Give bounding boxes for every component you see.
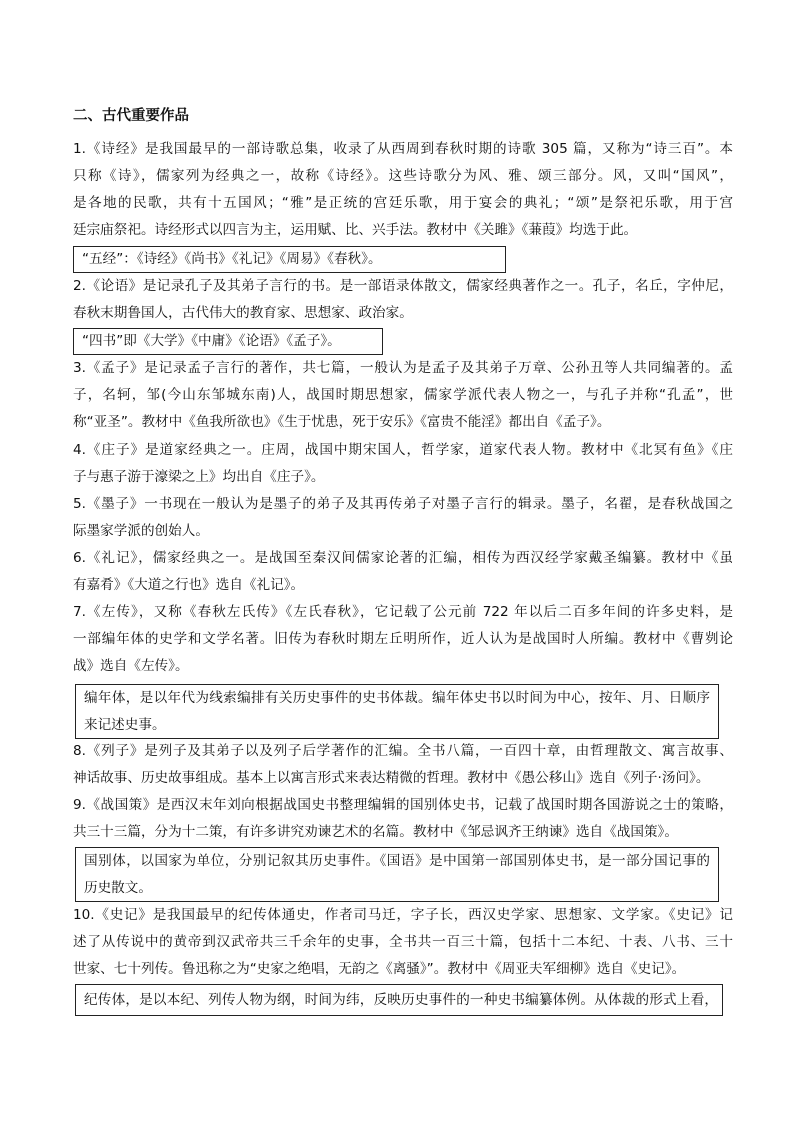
text-line: 1.《诗经》是我国最早的一部诗歌总集，收录了从西周到春秋时期的诗歌 305 篇，又称为“诗三百”。本 bbox=[73, 141, 733, 157]
note-box-jizhuanti bbox=[75, 984, 723, 1016]
text-line: 是各地的民歌，共有十五国风；“雅”是正统的宫廷乐歌，用于宴会的典礼；“颂”是祭祀乐歌，用于宫 bbox=[73, 195, 733, 211]
text-line: 战》选自《左传》。 bbox=[73, 658, 189, 674]
text-line: 称“亚圣”。教材中《鱼我所欲也》《生于忧患，死于安乐》《富贵不能淫》都出自《孟子》。 bbox=[73, 414, 611, 430]
text-line: 述了从传说中的黄帝到汉武帝共三千余年的史事，全书共一百三十篇，包括十二本纪、十表、八书、三十 bbox=[73, 934, 733, 950]
text-line: 神话故事、历史故事组成。基本上以寓言形式来表达精微的哲理。教材中《愚公移山》选自《列子·汤问》。 bbox=[73, 770, 710, 786]
section-heading: 二、古代重要作品 bbox=[73, 108, 189, 124]
note-box-wujing bbox=[73, 246, 506, 273]
note-line: 来记述史事。 bbox=[84, 717, 166, 733]
note-line: “五经”：《诗经》《尚书》《礼记》《周易》《春秋》。 bbox=[82, 251, 382, 267]
note-line: 纪传体，是以本纪、列传人物为纲，时间为纬，反映历史事件的一种史书编纂体例。从体裁的形式上看， bbox=[84, 992, 718, 1008]
note-box-guobieti bbox=[75, 847, 719, 902]
item-liezi bbox=[73, 738, 733, 792]
note-line: 历史散文。 bbox=[84, 880, 152, 896]
text-line: 4.《庄子》是道家经典之一。庄周，战国中期宋国人，哲学家，道家代表人物。教材中《北冥有鱼》《庄 bbox=[73, 442, 733, 458]
item-zhuangzi bbox=[73, 437, 733, 491]
text-line: 一部编年体的史学和文学名著。旧传为春秋时期左丘明所作，近人认为是战国时人所编。教材中《曹刿论 bbox=[73, 631, 733, 647]
note-box-biannianti bbox=[75, 684, 719, 739]
item-mengzi bbox=[73, 355, 733, 436]
text-line: 子与惠子游于濠梁之上》均出自《庄子》。 bbox=[73, 469, 325, 485]
note-box-sishu bbox=[73, 328, 383, 355]
item-shijing bbox=[73, 136, 733, 244]
item-liji bbox=[73, 545, 733, 599]
text-line: 世家、七十列传。鲁迅称之为“史家之绝唱，无韵之《离骚》”。教材中《周亚夫军细柳》选自《史记》。 bbox=[73, 961, 686, 977]
text-line: 10.《史记》是我国最早的纪传体通史，作者司马迁，字子长，西汉史学家、思想家、文学家。《史记》记 bbox=[73, 907, 733, 923]
text-line: 共三十三篇，分为十二策，有许多讲究劝谏艺术的名篇。教材中《邹忌讽齐王纳谏》选自《战国策》。 bbox=[73, 824, 678, 840]
text-line: 春秋末期鲁国人，古代伟大的教育家、思想家、政治家。 bbox=[73, 305, 413, 321]
item-mozi bbox=[73, 491, 733, 545]
item-zhanguoce bbox=[73, 792, 733, 846]
item-zuozhuan bbox=[73, 599, 733, 680]
text-line: 8.《列子》是列子及其弟子以及列子后学著作的汇编。全书八篇，一百四十章，由哲理散文、寓言故事、 bbox=[73, 743, 733, 759]
note-line: 国别体，以国家为单位，分别记叙其历史事件。《国语》是中国第一部国别体史书，是一部分国记事的 bbox=[84, 853, 710, 869]
text-line: 6.《礼记》，儒家经典之一。是战国至秦汉间儒家论著的汇编，相传为西汉经学家戴圣编纂。教材中《虽 bbox=[73, 550, 733, 566]
item-shiji bbox=[73, 902, 733, 983]
text-line: 7.《左传》，又称《春秋左氏传》《左氏春秋》，它记载了公元前 722 年以后二百多年间的许多史料，是 bbox=[73, 604, 733, 620]
text-line: 子，名轲，邹(今山东邹城东南)人，战国时期思想家，儒家学派代表人物之一，与孔子并称“孔孟”，世 bbox=[73, 387, 733, 403]
text-line: 5.《墨子》一书现在一般认为是墨子的弟子及其再传弟子对墨子言行的辑录。墨子，名翟，是春秋战国之 bbox=[73, 496, 733, 512]
item-lunyu bbox=[73, 273, 733, 327]
note-line: 编年体，是以年代为线索编排有关历史事件的史书体裁。编年体史书以时间为中心，按年、月、日顺序 bbox=[84, 690, 710, 706]
text-line: 际墨家学派的创始人。 bbox=[73, 523, 209, 539]
text-line: 9.《战国策》是西汉末年刘向根据战国史书整理编辑的国别体史书，记载了战国时期各国游说之士的策略， bbox=[73, 797, 733, 813]
text-line: 3.《孟子》是记录孟子言行的著作，共七篇，一般认为是孟子及其弟子万章、公孙丑等人共同编著的。孟 bbox=[73, 360, 733, 376]
text-line: 有嘉肴》《大道之行也》选自《礼记》。 bbox=[73, 577, 305, 593]
text-line: 只称《诗》，儒家列为经典之一，故称《诗经》。这些诗歌分为风、雅、颂三部分。风，又叫“国风”， bbox=[73, 168, 733, 184]
text-line: 2.《论语》是记录孔子及其弟子言行的书。是一部语录体散文，儒家经典著作之一。孔子，名丘，字仲尼， bbox=[73, 278, 733, 294]
note-line: “四书”即《大学》《中庸》《论语》《孟子》。 bbox=[82, 333, 341, 349]
text-line: 廷宗庙祭祀。诗经形式以四言为主，运用赋、比、兴手法。教材中《关雎》《蒹葭》均选于此。 bbox=[73, 222, 638, 238]
